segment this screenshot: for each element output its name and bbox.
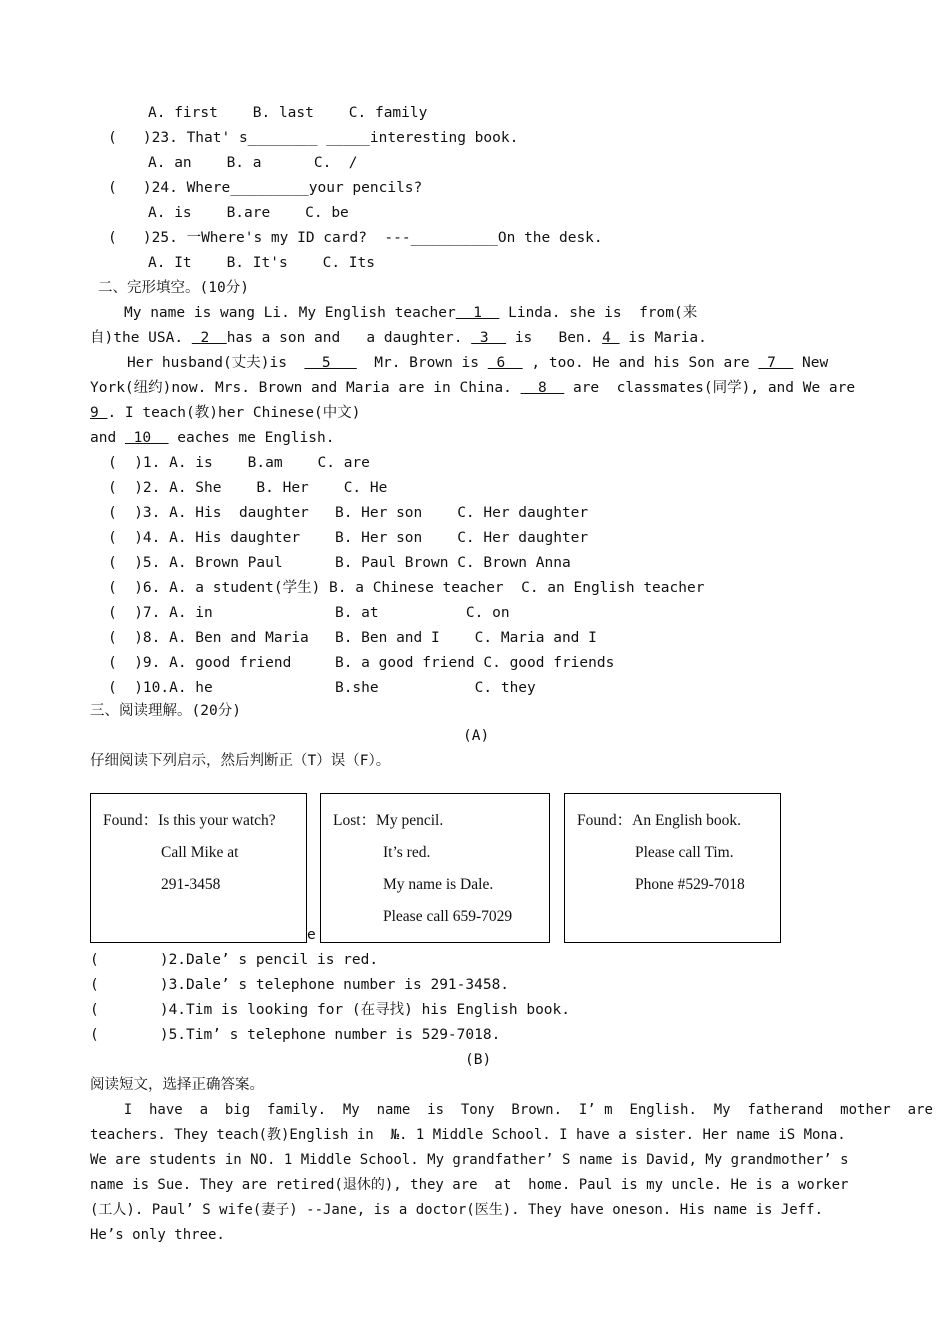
blank-7: 7 bbox=[758, 355, 794, 371]
tf-item: ( )5.Tim’ s telephone number is 529-7018. bbox=[90, 1027, 501, 1043]
cloze-paragraph-line: York(纽约)now. Mrs. Brown and Maria are in China. 8 are classmates(同学), and We are bbox=[90, 380, 856, 396]
cloze-paragraph-line: 自)the USA. 2 has a son and a daughter. 3 is Ben. 4 is Maria. bbox=[90, 330, 707, 346]
cloze-question: ( )1. A. is B.am C. are bbox=[108, 455, 370, 471]
options-24: A. is B.are C. be bbox=[148, 205, 349, 221]
cloze-paragraph-line: My name is wang Li. My English teacher 1 Linda. she is from(来 bbox=[124, 305, 698, 321]
passage-line: I have a big family. My name is Tony Brown. I’ m English. My fatherand mother are bbox=[90, 1102, 933, 1118]
question-25: ( )25. 一Where's my ID card? ---__________On the desk. bbox=[108, 230, 603, 246]
section-a-label: (A) bbox=[463, 728, 490, 744]
section-b-label: (B) bbox=[465, 1052, 492, 1068]
passage-line: name is Sue. They are retired(退休的), they are at home. Paul is my uncle. He is a worker bbox=[90, 1177, 849, 1193]
blank-1: 1 bbox=[455, 305, 500, 321]
notice-found-book bbox=[564, 793, 781, 943]
passage-line: We are students in NO. 1 Middle School. My grandfather’ S name is David, My grandmother’ s bbox=[90, 1152, 849, 1168]
options-25: A. It B. It's C. Its bbox=[148, 255, 375, 271]
blank-3: 3 bbox=[471, 330, 507, 346]
cloze-question: ( )3. A. His daughter B. Her son C. Her daughter bbox=[108, 505, 589, 521]
notice-line: Please call Tim. bbox=[635, 844, 734, 861]
passage-line: (工人). Paul’ S wife(妻子) --Jane, is a doctor(医生). They have oneson. His name is Jeff. bbox=[90, 1202, 824, 1218]
reading-heading: 三、阅读理解。(20分) bbox=[90, 703, 241, 719]
cloze-question: ( )9. A. good friend B. a good friend C. good friends bbox=[108, 655, 615, 671]
cloze-question: ( )10.A. he B.she C. they bbox=[108, 680, 536, 696]
partial-text: e bbox=[307, 927, 316, 943]
cloze-paragraph-line: and 10 eaches me English. bbox=[90, 430, 335, 446]
blank-9: 9 bbox=[90, 405, 108, 421]
reading-b-instruction: 阅读短文，选择正确答案。 bbox=[90, 1077, 264, 1093]
notice-line: Lost：My pencil. bbox=[333, 812, 444, 829]
cloze-paragraph-line: 9 . I teach(教)her Chinese(中文) bbox=[90, 405, 361, 421]
notice-line: My name is Dale. bbox=[383, 876, 494, 893]
cloze-question: ( )2. A. She B. Her C. He bbox=[108, 480, 388, 496]
options-22: A. first B. last C. family bbox=[148, 105, 428, 121]
tf-item: ( )3.Dale’ s telephone number is 291-3458. bbox=[90, 977, 510, 993]
passage-line: He’s only three. bbox=[90, 1227, 225, 1243]
notice-line: Please call 659-7029 bbox=[383, 908, 513, 925]
blank-8: 8 bbox=[520, 380, 565, 396]
cloze-heading: 二、完形填空。(10分) bbox=[98, 280, 249, 296]
cloze-question: ( )4. A. His daughter B. Her son C. Her daughter bbox=[108, 530, 589, 546]
blank-6: 6 bbox=[487, 355, 523, 371]
tf-item: ( )4.Tim is looking for (在寻找) his English book. bbox=[90, 1002, 570, 1018]
cloze-question: ( )6. A. a student(学生) B. a Chinese teacher C. an English teacher bbox=[108, 580, 705, 596]
blank-4: 4 bbox=[602, 330, 620, 346]
options-23: A. an B. a C. / bbox=[148, 155, 358, 171]
tf-item: ( )2.Dale’ s pencil is red. bbox=[90, 952, 379, 968]
notice-found-watch bbox=[90, 793, 307, 943]
passage-line: teachers. They teach(教)English in №. 1 Middle School. I have a sister. Her name iS Mona. bbox=[90, 1127, 846, 1143]
blank-2: 2 bbox=[191, 330, 227, 346]
question-24: ( )24. Where_________your pencils? bbox=[108, 180, 423, 196]
blank-10: 10 bbox=[124, 430, 169, 446]
reading-a-instruction: 仔细阅读下列启示，然后判断正（T）误（F）。 bbox=[90, 753, 391, 769]
blank-5: 5 bbox=[304, 355, 357, 371]
cloze-question: ( )8. A. Ben and Maria B. Ben and I C. Maria and I bbox=[108, 630, 597, 646]
notice-lost-pencil bbox=[320, 793, 550, 943]
notice-line: Found：Is this your watch? bbox=[103, 812, 276, 829]
cloze-question: ( )5. A. Brown Paul B. Paul Brown C. Brown Anna bbox=[108, 555, 571, 571]
notice-line: Found：An English book. bbox=[577, 812, 742, 829]
notice-line: Call Mike at bbox=[161, 844, 239, 861]
notice-line: 291-3458 bbox=[161, 876, 221, 893]
cloze-paragraph-line: Her husband(丈夫)is 5 Mr. Brown is 6 , too. He and his Son are 7 New bbox=[127, 355, 829, 371]
notice-line: It’s red. bbox=[383, 844, 431, 861]
notice-line: Phone #529-7018 bbox=[635, 876, 745, 893]
cloze-question: ( )7. A. in B. at C. on bbox=[108, 605, 510, 621]
question-23: ( )23. That' s________ _____interesting book. bbox=[108, 130, 519, 146]
